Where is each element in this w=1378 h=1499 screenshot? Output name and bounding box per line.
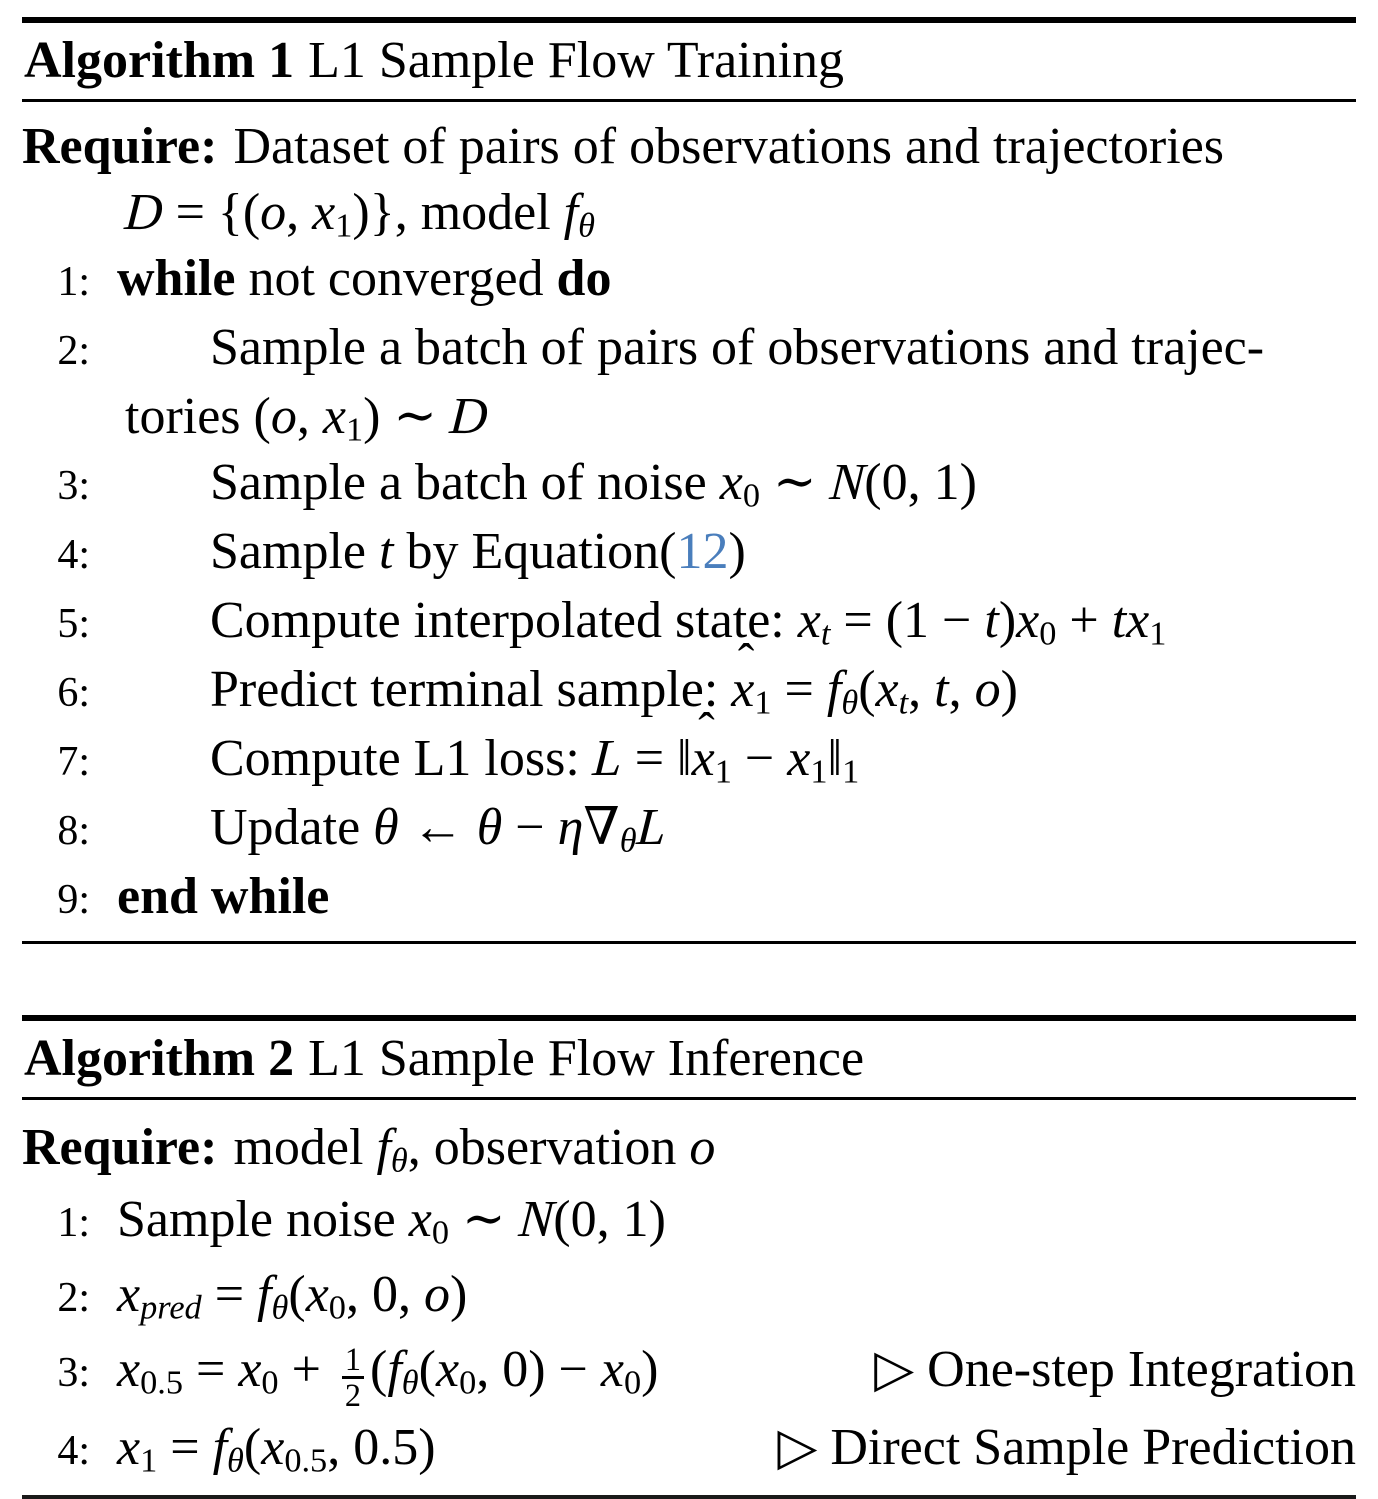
algo2-line-4 — [22, 1412, 1356, 1487]
algorithm-1-title-text: L1 Sample Flow Training — [308, 32, 845, 89]
line-statement: $x_{pred} = f_\theta(x_0$, 0, o) — [117, 1266, 468, 1327]
line-statement: Update θ ← $\theta - \eta\nabla_\theta L$ — [210, 799, 668, 860]
line-number: 4: — [57, 532, 90, 578]
line-statement: end while — [117, 868, 330, 925]
line-statement: Sample t by Equation(12) — [210, 523, 746, 580]
algo1-line-9 — [22, 864, 1356, 933]
algorithm-2-block — [22, 1015, 1356, 1499]
algorithm-1-body — [22, 102, 1356, 941]
algorithm-1-title — [22, 23, 1356, 99]
require-keyword: Require: — [22, 1119, 218, 1176]
line-number: 2: — [57, 1275, 90, 1321]
algo2-line-2 — [22, 1259, 1356, 1334]
line-statement: Sample a batch of pairs of observations and trajec- — [210, 319, 1265, 376]
line-number: 3: — [57, 463, 90, 509]
algo1-line-6 — [22, 657, 1356, 726]
algo2-line-1 — [22, 1184, 1356, 1259]
algo1-line-5 — [22, 588, 1356, 657]
line-number: 7: — [57, 739, 90, 785]
line-comment: ▷ Direct Sample Prediction — [777, 1418, 1356, 1476]
algo1-line-2-continuation — [22, 384, 1356, 450]
line-number: 2: — [57, 328, 90, 374]
line-number: 4: — [57, 1427, 90, 1474]
line-statement: while not converged do — [117, 250, 612, 307]
line-statement: $x_{0.5} = x_0$ + $\frac{1}{2}$ ($f_\theta(x_0$, $0) - x_0$) — [117, 1341, 659, 1413]
require-text: model $f_\theta$, observation o — [233, 1119, 716, 1180]
algo1-line-4 — [22, 519, 1356, 588]
algorithm-2-title-text: L1 Sample Flow Inference — [308, 1030, 865, 1087]
require-continuation — [22, 180, 1356, 246]
line-number: 8: — [57, 808, 90, 854]
require-line — [22, 114, 1356, 180]
algo1-line-1 — [22, 246, 1356, 315]
require-keyword: Require: — [22, 118, 218, 175]
algo1-line-2 — [22, 315, 1356, 384]
algorithm-1-label: Algorithm 1 — [24, 32, 295, 89]
line-statement: Sample a batch of noise $x_0$ ∼ N(0, 1) — [210, 454, 977, 515]
require-text-continued: D = {(o, $x_1$)}, model $f_\theta$ — [123, 184, 595, 245]
algo1-line-8 — [22, 795, 1356, 864]
algorithm-2-body — [22, 1100, 1356, 1495]
require-text: Dataset of pairs of observations and trajectories — [233, 118, 1225, 175]
line-number: 1: — [57, 259, 90, 305]
line-statement: Predict terminal sample: x ˆ$_1$ = $f_\theta(x_t$, t, o) — [210, 657, 1018, 723]
line-number: 9: — [57, 877, 90, 923]
equation-12-link[interactable]: 12 — [676, 523, 729, 580]
algo1-line-3 — [22, 450, 1356, 519]
algorithm-2-title — [22, 1021, 1356, 1097]
line-statement: tories (o, $x_1$) ∼ D — [125, 388, 490, 449]
line-statement: $x_1 = f_\theta(x_{0.5}$, 0.5) — [117, 1418, 436, 1480]
line-statement: Compute interpolated state: $x_t = (1 - t)x_0 + tx_1$ — [210, 592, 1167, 653]
line-number: 6: — [57, 670, 90, 716]
algo1-line-7 — [22, 726, 1356, 795]
algorithm-2-label: Algorithm 2 — [24, 1030, 295, 1087]
line-statement: Sample noise $x_0$ ∼ N(0, 1) — [117, 1191, 666, 1252]
algorithm-1-block — [22, 17, 1356, 944]
line-number: 1: — [57, 1200, 90, 1246]
line-statement: Compute L1 loss: L = ‖x ˆ$_1$ − $x_1‖_1$ — [210, 726, 859, 792]
inter-algorithm-gap — [22, 944, 1356, 1015]
line-number: 5: — [57, 601, 90, 647]
algo2-line-3 — [22, 1334, 1356, 1412]
require-line — [22, 1112, 1356, 1184]
line-comment: ▷ One-step Integration — [874, 1341, 1356, 1398]
algorithm-2-bottom-rule — [22, 1495, 1356, 1499]
line-number: 3: — [57, 1350, 90, 1396]
